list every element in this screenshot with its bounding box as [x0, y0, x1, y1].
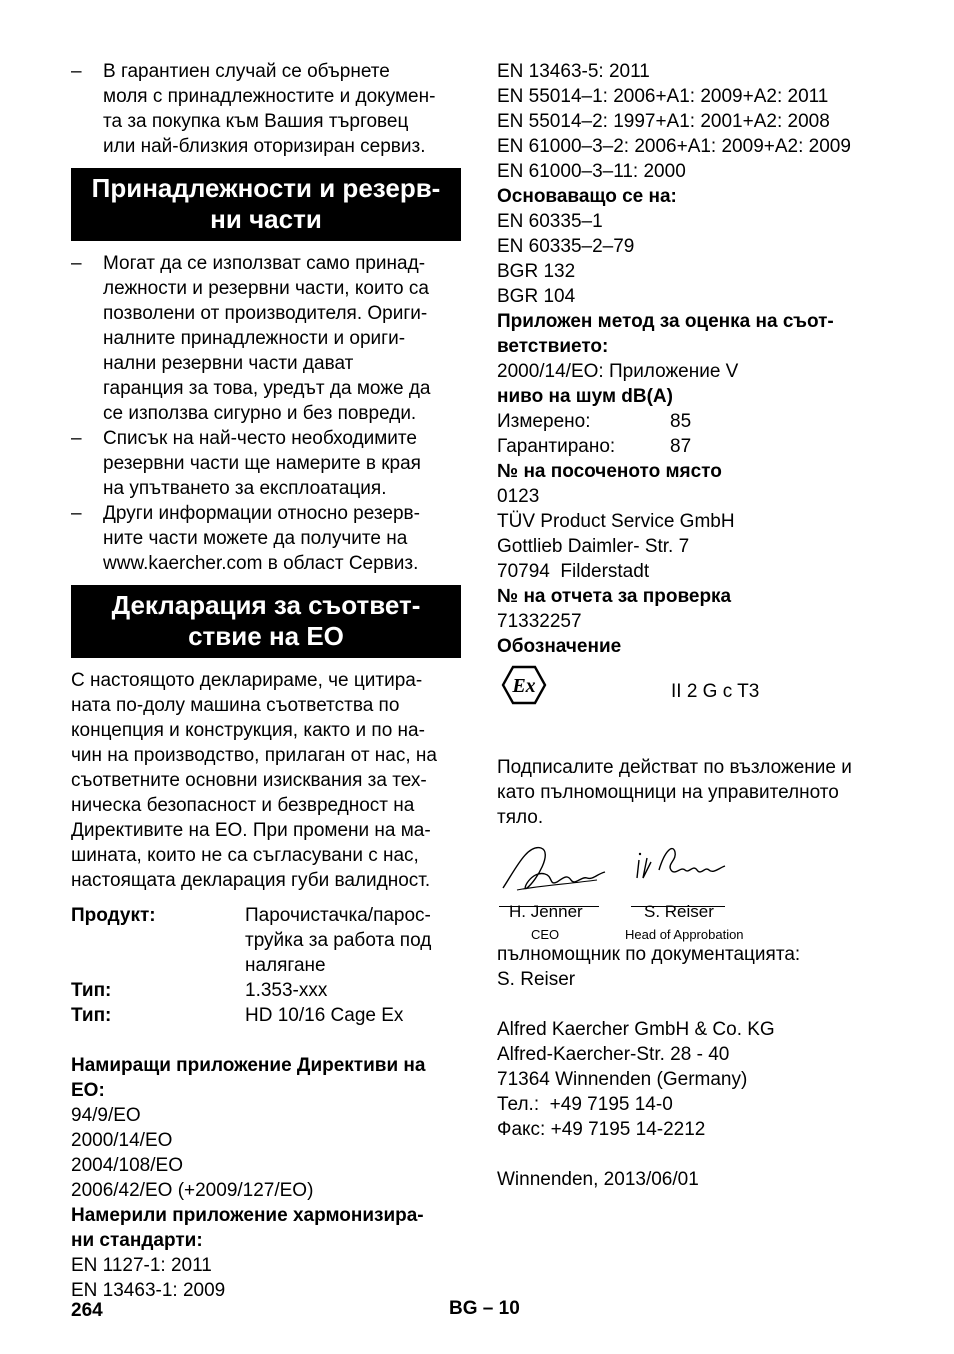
- type-label: Тип:: [71, 1005, 112, 1026]
- page-number: 264: [71, 1300, 103, 1321]
- section-label: BG – 10: [449, 1298, 520, 1319]
- heading-ec-declaration: Декларация за съответ- ствие на ЕО: [71, 585, 461, 658]
- assessment-value: 2000/14/ЕО: Приложение V: [497, 361, 739, 382]
- notified-body-line: Gottlieb Daimler- Str. 7: [497, 536, 690, 557]
- warranty-text: В гарантиен случай се обърнете моля с принадлежностите и докумен- та за покупка към Вашия търговец или най-близкия оторизиран сервиз.: [103, 61, 436, 157]
- type-row: [71, 1003, 461, 1028]
- based-on-title: Основаващо се на:: [497, 186, 677, 207]
- notified-body-line: TÜV Product Service GmbH: [497, 511, 735, 532]
- type-value: HD 10/16 Cage Ex: [245, 1005, 404, 1026]
- report-value: 71332257: [497, 611, 582, 632]
- signature-jenner-icon: [497, 840, 607, 900]
- signature-reiser-icon: [633, 840, 733, 888]
- signatories-text: Подписалите действат по възложение и като пълномощници на управителното тяло.: [497, 757, 852, 828]
- list-item-text: Могат да се използват само принад- лежности и резервни части, които са позволени от производителя. Ориги- налните принадлежности и ориги- нални резервни части дават гаранция за това, уредът да може да се използва сигурно и без повреди.: [103, 253, 431, 424]
- type-value: 1.353-xxx: [245, 980, 328, 1001]
- marking-row: [497, 663, 897, 713]
- noise-title: ниво на шум dB(A): [497, 386, 673, 407]
- list-item: [71, 426, 461, 501]
- notified-body-title: № на посоченото място: [497, 461, 722, 482]
- directive-line: 2004/108/ЕО: [71, 1155, 183, 1176]
- product-row: [71, 903, 461, 978]
- noise-measured-row: [497, 409, 897, 434]
- standard-line: EN 55014–2: 1997+A1: 2001+A2: 2008: [497, 111, 830, 132]
- signatory-title: CEO: [531, 927, 560, 942]
- assessment-title: Приложен метод за оценка на съот- ветствието:: [497, 311, 834, 357]
- list-item-text: Други информации относно резерв- ните части можете да получите на www.kaercher.com в област Сервиз.: [103, 503, 420, 574]
- dash-bullet: –: [71, 503, 82, 524]
- right-column: [497, 59, 897, 1192]
- directive-line: 94/9/ЕО: [71, 1105, 141, 1126]
- type-row: [71, 978, 461, 1003]
- doc-rep-name: S. Reiser: [497, 969, 576, 990]
- noise-guaranteed-label: Гарантирано:: [497, 436, 616, 457]
- based-on-line: BGR 104: [497, 286, 576, 307]
- type-label: Тип:: [71, 980, 112, 1001]
- based-on-line: EN 60335–2–79: [497, 236, 635, 257]
- noise-guaranteed-value: 87: [670, 436, 692, 457]
- doc-rep-label: пълномощник по документацията:: [497, 944, 801, 965]
- standard-line: EN 1127-1: 2011: [71, 1255, 212, 1276]
- warranty-item: [71, 59, 461, 159]
- company-line: Тел.: +49 7195 14-0: [497, 1094, 673, 1115]
- standard-line: EN 61000–3–2: 2006+A1: 2009+A2: 2009: [497, 136, 851, 157]
- standard-line: EN 55014–1: 2006+A1: 2009+A2: 2011: [497, 86, 829, 107]
- list-item-text: Списък на най-често необходимите резервни части ще намерите в края на упътването за експлоатация.: [103, 428, 421, 499]
- left-column: [71, 59, 461, 1303]
- standard-line: EN 13463-5: 2011: [497, 61, 650, 82]
- notified-body-line: 70794 Filderstadt: [497, 561, 650, 582]
- report-title: № на отчета за проверка: [497, 586, 732, 607]
- directives-title: Намиращи приложение Директиви на ЕО:: [71, 1055, 426, 1101]
- list-item: [71, 251, 461, 426]
- marking-title: Обозначение: [497, 636, 622, 657]
- noise-measured-value: 85: [670, 411, 692, 432]
- product-label: Продукт:: [71, 905, 156, 926]
- signatory-name: H. Jenner: [509, 902, 583, 921]
- standards-title: Намерили приложение хармонизира- ни стандарти:: [71, 1205, 424, 1251]
- heading-accessories: Принадлежности и резерв- ни части: [71, 168, 461, 241]
- company-line: Факс: +49 7195 14-2212: [497, 1119, 706, 1140]
- company-line: Alfred Kaercher GmbH & Co. KG: [497, 1019, 775, 1040]
- svg-text:Ex: Ex: [512, 675, 536, 697]
- based-on-line: EN 60335–1: [497, 211, 603, 232]
- signature-block: [497, 840, 897, 940]
- dash-bullet: –: [71, 253, 82, 274]
- signatory-title: Head of Approbation: [625, 927, 744, 942]
- notified-body-line: 0123: [497, 486, 540, 507]
- product-value: Парочистачка/парос- труйка за работа под налягане: [245, 905, 432, 976]
- noise-guaranteed-row: [497, 434, 897, 459]
- declaration-paragraph: С настоящото декларираме, че цитира- ната по-долу машина съответства по концепция и конструкция, както и по на- чин на производство, прилаган от нас, на съответните основни изисквания за тех- ническа безопасност и безвредност на Директивите на ЕО. При промени на ма- шината, които не са съгласувани с нас, настоящата декларация губи валидност.: [71, 670, 437, 891]
- dash-bullet: –: [71, 428, 82, 449]
- standard-line: EN 61000–3–11: 2000: [497, 161, 686, 182]
- place-date: Winnenden, 2013/06/01: [497, 1169, 699, 1190]
- marking-code: II 2 G c T3: [671, 681, 760, 702]
- based-on-line: BGR 132: [497, 261, 576, 282]
- company-line: Alfred-Kaercher-Str. 28 - 40: [497, 1044, 730, 1065]
- dash-bullet: –: [71, 61, 82, 82]
- directive-line: 2000/14/ЕО: [71, 1130, 173, 1151]
- company-line: 71364 Winnenden (Germany): [497, 1069, 748, 1090]
- noise-measured-label: Измерено:: [497, 411, 591, 432]
- directive-line: 2006/42/ЕО (+2009/127/ЕО): [71, 1180, 314, 1201]
- signatory-name: S. Reiser: [644, 902, 714, 921]
- standard-line: EN 13463-1: 2009: [71, 1280, 226, 1301]
- ex-hexagon-icon: [501, 665, 547, 705]
- list-item: [71, 501, 461, 576]
